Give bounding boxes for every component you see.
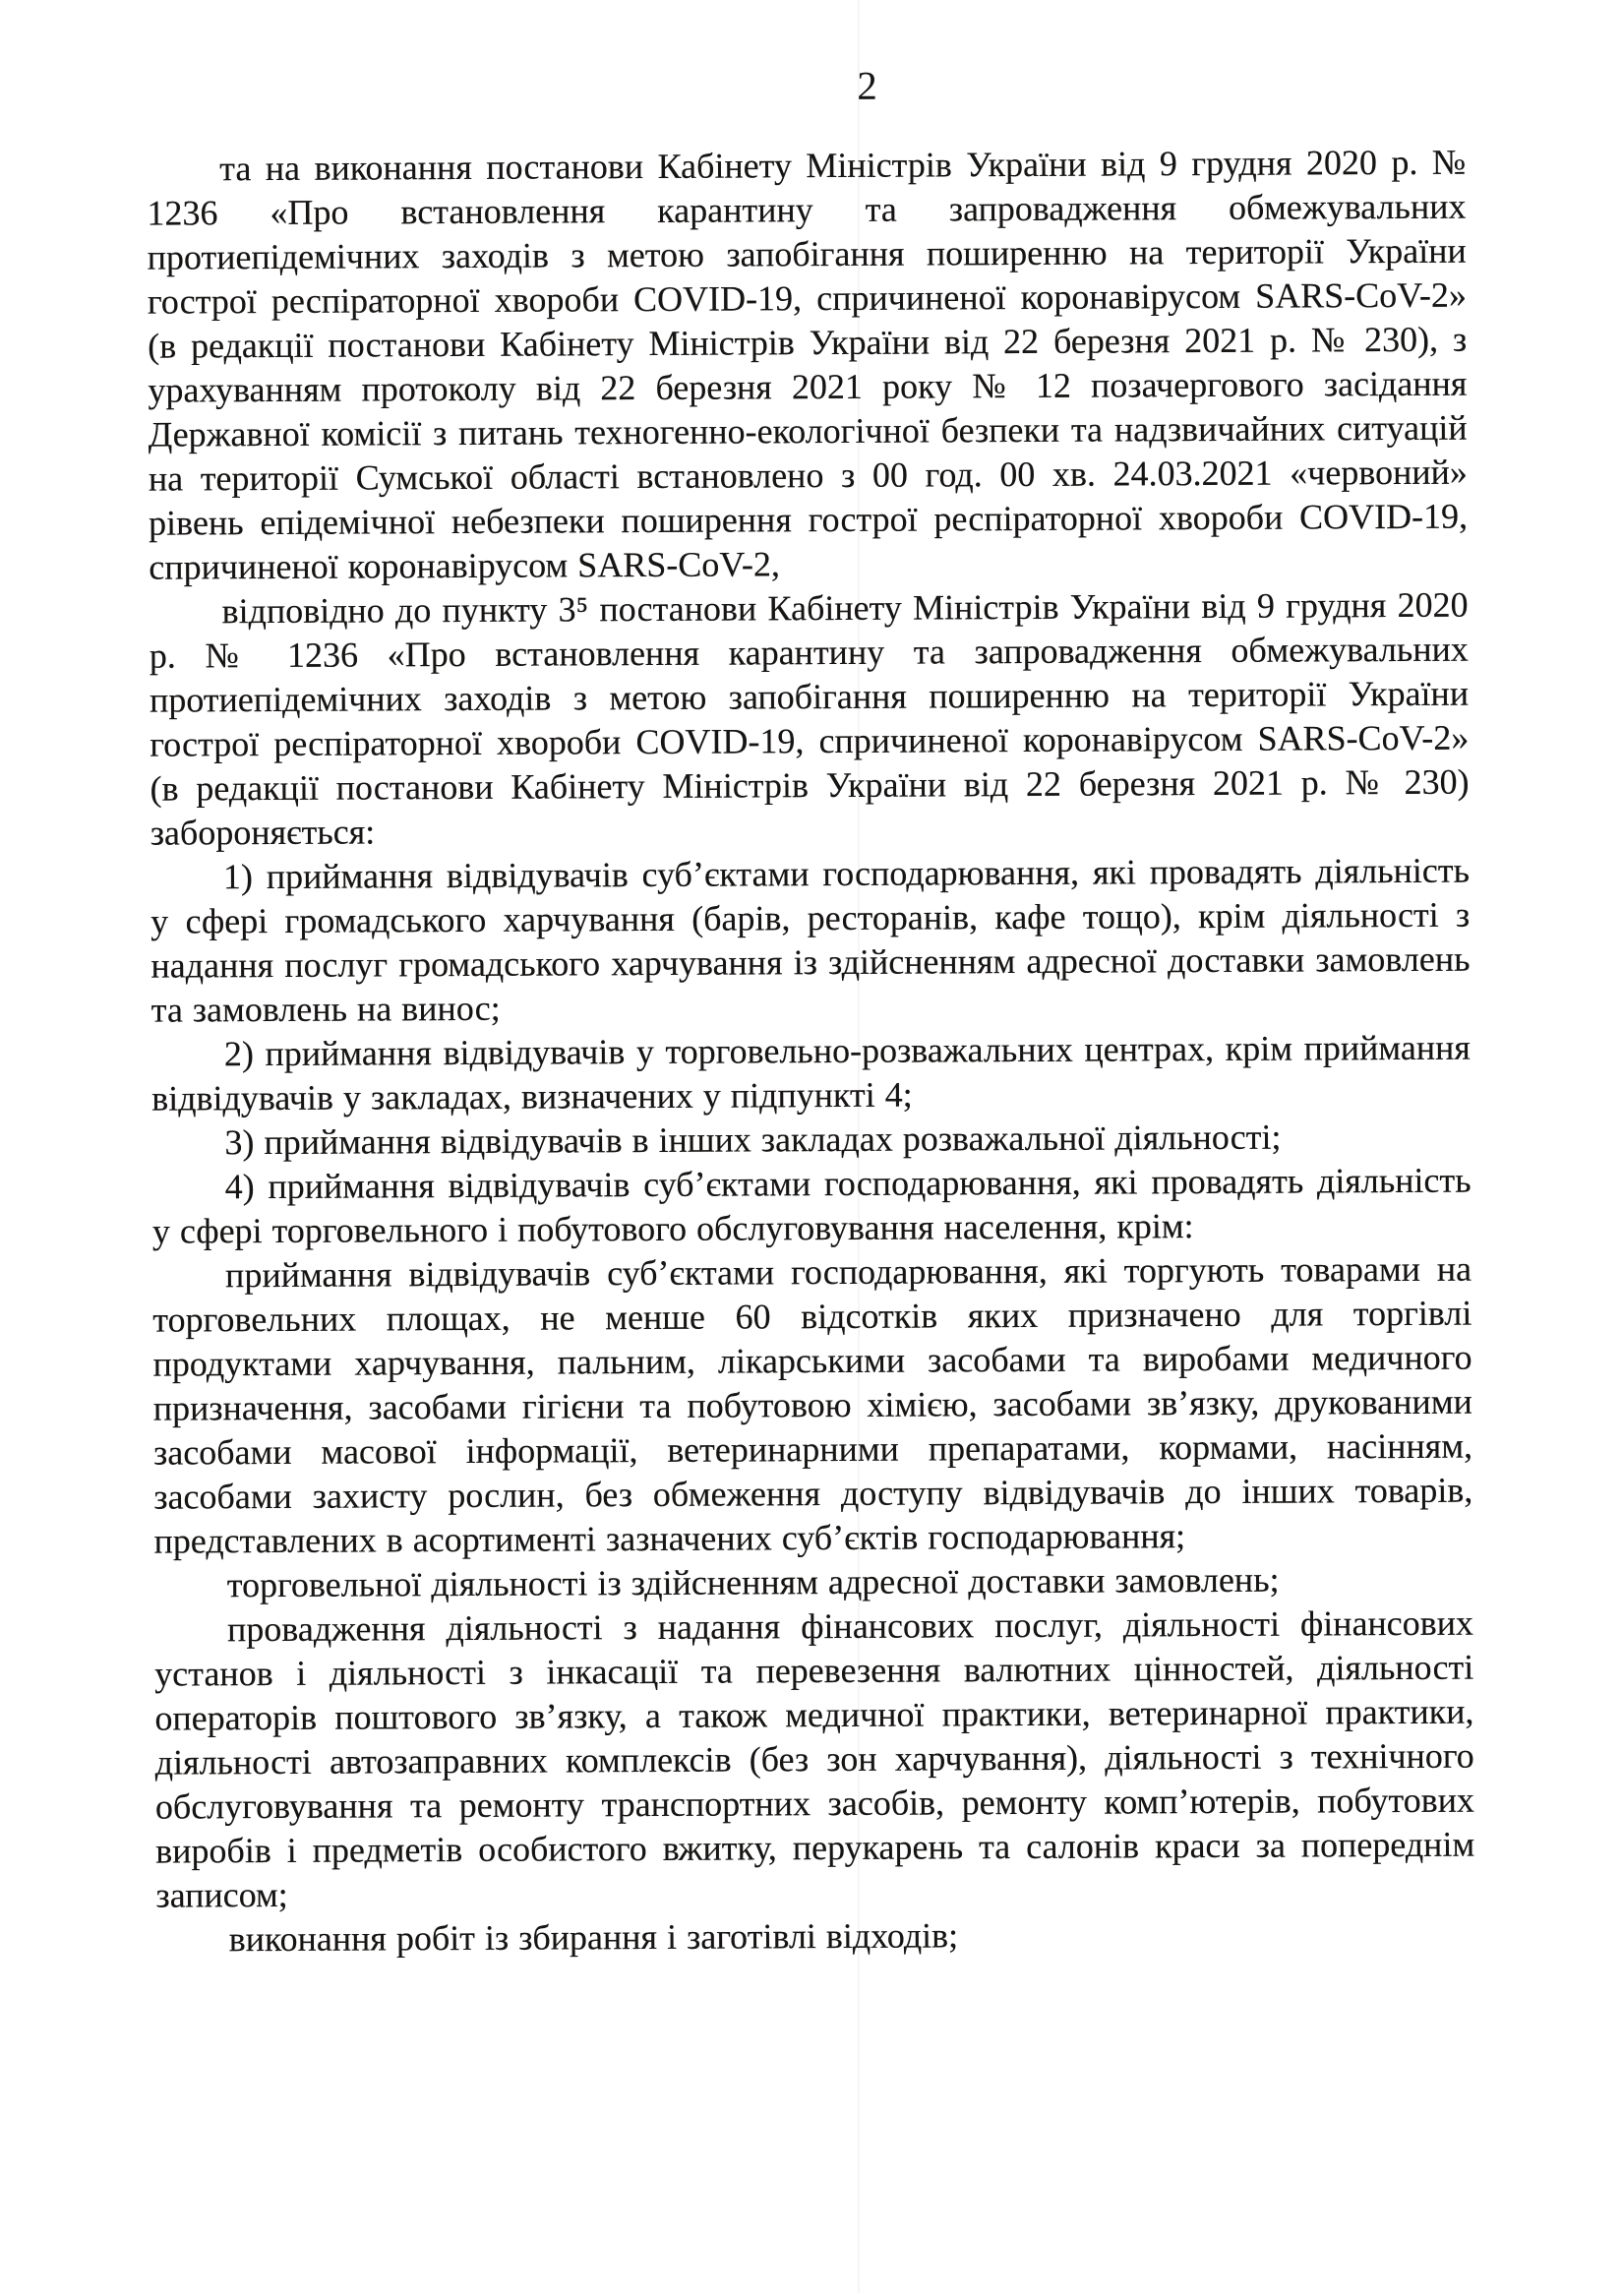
page-number: 2: [857, 62, 878, 108]
para-item-4-trade-services-ban: 4) приймання відвідувачів суб’єктами господарювання, які провадять діяльність у сфері торговельного і побутового обслуговування населення, крім:: [151, 1160, 1472, 1251]
para-execution-resolution: та на виконання постанови Кабінету Міністрів України від 9 грудня 2020 р. № 1236 «Про встановлення карантину та запровадження обмежувальних протиепідемічних заходів з метою запобігання поширенню на території України гострої респіраторної хвороби COVID-19, спричиненої коронавірусом SARS-CoV-2» (в редакції постанови Кабінету Міністрів України від 22 березня 2021 р. № 230), з урахуванням протоколу від 22 березня 2021 року № 12 позачергового засідання Державної комісії з питань техногенно-екологічної безпеки та надзвичайних ситуацій на території Сумської області встановлено з 00 год. 00 хв. 24.03.2021 «червоний» рівень епідемічної небезпеки поширення гострої респіраторної хвороби COVID-19, спричиненої коронавірусом SARS-CoV-2,: [147, 142, 1469, 587]
para-exception-financial-services: провадження діяльності з надання фінансових послуг, діяльності фінансових установ і діяльності з інкасації та перевезення валютних цінностей, діяльності операторів поштового зв’язку, а також медичної практики, ветеринарної практики, діяльності автозаправних комплексів (без зон харчування), діяльності з технічного обслуговування та ремонту транспортних засобів, ремонту комп’ютерів, побутових виробів і предметів особистого вжитку, перукарень та салонів краси за попереднім записом;: [154, 1602, 1475, 1915]
para-exception-retail-60-percent: приймання відвідувачів суб’єктами господарювання, які торгують товарами на торговельних площах, не менше 60 відсотків яких призначено для торгівлі продуктами харчування, пальним, лікарськими засобами та виробами медичного призначення, засобами гігієни та побутовою хімією, засобами зв’язку, друкованими засобами масової інформації, ветеринарними препаратами, кормами, насінням, засобами захисту рослин, без обмеження доступу відвідувачів до інших товарів, представлених в асортименті зазначених суб’єктів господарювання;: [152, 1248, 1473, 1561]
para-pursuant-point-3-5: відповідно до пункту 3⁵ постанови Кабінету Міністрів України від 9 грудня 2020 р. № 1236 «Про встановлення карантину та запровадження обмежувальних протиепідемічних заходів з метою запобігання поширенню на території України гострої респіраторної хвороби COVID-19, спричиненої коронавірусом SARS-CoV-2» (в редакції постанови Кабінету Міністрів України від 22 березня 2021 р. № 230) забороняється:: [149, 584, 1470, 853]
para-item-1-catering-ban: 1) приймання відвідувачів суб’єктами господарювання, які провадять діяльність у сфері громадського харчування (барів, ресторанів, кафе тощо), крім діяльності з надання послуг громадського харчування із здійсненням адресної доставки замовлень та замовлень на винос;: [150, 850, 1471, 1030]
document-body: [147, 141, 1475, 1963]
para-item-2-malls-ban: 2) приймання відвідувачів у торговельно-розважальних центрах, крім приймання відвідувачів у закладах, визначених у підпункті 4;: [151, 1027, 1472, 1118]
para-exception-waste-collection: виконання робіт із збирання і заготівлі відходів;: [228, 1915, 959, 1960]
para-item-3-entertainment-ban: 3) приймання відвідувачів в інших закладах розважальної діяльності;: [224, 1117, 1282, 1163]
para-exception-address-delivery: торговельної діяльності із здійсненням адресної доставки замовлень;: [226, 1559, 1280, 1605]
